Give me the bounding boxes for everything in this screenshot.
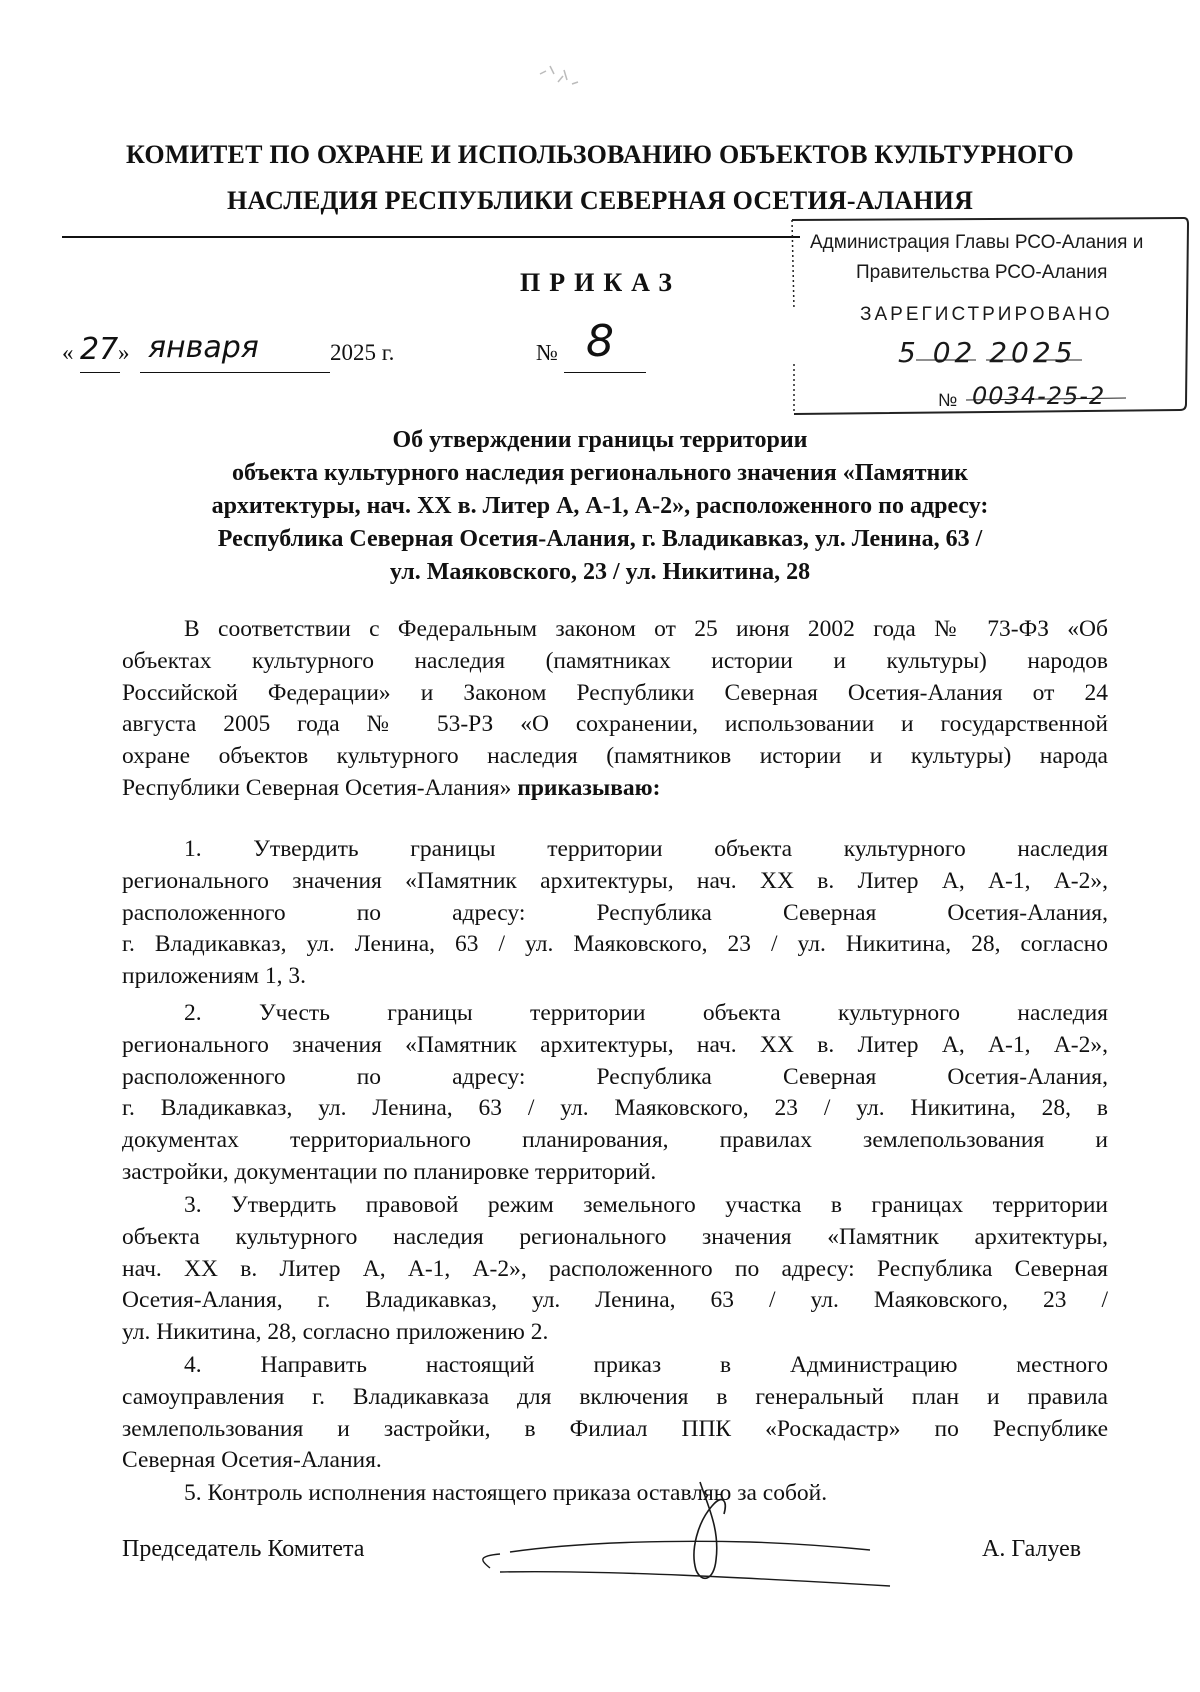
day-underline: [80, 372, 120, 373]
header-divider: [62, 236, 800, 238]
date-day: 27: [80, 332, 119, 367]
order-item-1: [122, 834, 1108, 993]
item-line: застройки, документации по планировке территорий.: [122, 1158, 657, 1185]
order-number-label: №: [536, 340, 558, 365]
document-type: ПРИКАЗ: [520, 268, 682, 297]
item-line: регионального значения «Памятник архитектуры, нач. XX в. Литер А, А-1, А-2»,: [122, 867, 1108, 894]
preamble-line: объектах культурного наследия (памятниках истории и культуры) народов: [122, 647, 1108, 674]
item-line: Осетия-Алания, г. Владикавказ, ул. Ленина, 63 / ул. Маяковского, 23 /: [122, 1287, 1108, 1314]
item-line: г. Владикавказ, ул. Ленина, 63 / ул. Маяковского, 23 / ул. Никитина, 28, в: [122, 1095, 1108, 1122]
item-line: 3. Утвердить правовой режим земельного участка в границах территории: [184, 1192, 1108, 1218]
item-line: 5. Контроль исполнения настоящего приказа оставляю за собой.: [184, 1480, 828, 1506]
preamble: [122, 614, 1108, 805]
order-item-2: [122, 998, 1108, 1189]
item-line: расположенного по адресу: Республика Северная Осетия-Алания,: [122, 899, 1108, 926]
item-line: г. Владикавказ, ул. Ленина, 63 / ул. Маяковского, 23 / ул. Никитина, 28, согласно: [122, 931, 1108, 958]
registration-stamp: [786, 214, 1190, 424]
preamble-line: В соответствии с Федеральным законом от 25 июня 2002 года № 73-ФЗ «Об: [184, 616, 1108, 642]
item-line: документах территориального планирования, правилах землепользования и: [122, 1127, 1108, 1154]
item-line: 1. Утвердить границы территории объекта культурного наследия: [184, 836, 1108, 862]
number-underline: [564, 372, 646, 373]
order-number: 8: [586, 316, 614, 367]
stamp-registration-number: 0034-25-2: [972, 382, 1106, 410]
org-title-line1: КОМИТЕТ ПО ОХРАНЕ И ИСПОЛЬЗОВАНИЮ ОБЪЕКТОВ КУЛЬТУРНОГО: [126, 140, 1074, 169]
date-quote-open: «: [62, 340, 74, 365]
date-year: 2025 г.: [330, 340, 395, 365]
stamp-status: ЗАРЕГИСТРИРОВАНО: [860, 304, 1113, 325]
preamble-line: августа 2005 года № 53-РЗ «О сохранении, использовании и государственной: [122, 711, 1108, 738]
signatory-position: Председатель Комитета: [122, 1536, 365, 1562]
subject-line: ул. Маяковского, 23 / ул. Никитина, 28: [389, 559, 811, 585]
signatory-name: А. Галуев: [982, 1536, 1082, 1562]
preamble-text: Республики Северная Осетия-Алания»: [122, 774, 512, 801]
order-item-3: [122, 1190, 1108, 1349]
item-line: самоуправления г. Владикавказа для включения в генеральный план и правила: [122, 1383, 1108, 1410]
item-line: 2. Учесть границы территории объекта культурного наследия: [184, 1000, 1108, 1026]
item-line: нач. XX в. Литер А, А-1, А-2», расположенного по адресу: Республика Северная: [122, 1255, 1108, 1282]
item-line: землепользования и застройки, в Филиал ППК «Роскадастр» по Республике: [122, 1415, 1108, 1442]
month-underline: [140, 372, 330, 373]
subject-line: Республика Северная Осетия-Алания, г. Владикавказ, ул. Ленина, 63 /: [217, 526, 983, 552]
document-subject: [140, 424, 1060, 589]
stamp-line1: Администрация Главы РСО-Алания и: [810, 232, 1144, 253]
preamble-last-line: [122, 773, 1108, 805]
stamp-date: 5 02 2025: [898, 336, 1077, 369]
handwritten-signature: [450, 1410, 950, 1610]
item-line: Северная Осетия-Алания.: [122, 1447, 382, 1474]
order-word: приказываю:: [517, 774, 661, 801]
item-line: расположенного по адресу: Республика Северная Осетия-Алания,: [122, 1063, 1108, 1090]
item-line: объекта культурного наследия регионального значения «Памятник архитектуры,: [122, 1223, 1108, 1250]
org-title-line2: НАСЛЕДИЯ РЕСПУБЛИКИ СЕВЕРНАЯ ОСЕТИЯ-АЛАНИЯ: [226, 186, 974, 215]
scan-mark: [520, 54, 610, 104]
stamp-number-label: №: [938, 390, 958, 410]
preamble-line: охране объектов культурного наследия (памятников истории и культуры) народа: [122, 743, 1108, 770]
item-line: 4. Направить настоящий приказ в Администрацию местного: [184, 1352, 1108, 1378]
date-month: января: [148, 330, 259, 365]
preamble-line: Российской Федерации» и Законом Республики Северная Осетия-Алания от 24: [122, 679, 1108, 706]
subject-line: Об утверждении границы территории: [392, 427, 808, 453]
stamp-line2: Правительства РСО-Алания: [856, 262, 1108, 283]
subject-line: архитектуры, нач. XX в. Литер А, А-1, А-2», расположенного по адресу:: [211, 493, 989, 519]
item-line: приложениям 1, 3.: [122, 963, 306, 990]
date-quote-close: »: [118, 340, 130, 365]
subject-line: объекта культурного наследия регионального значения «Памятник: [232, 460, 968, 486]
item-line: регионального значения «Памятник архитектуры, нач. XX в. Литер А, А-1, А-2»,: [122, 1031, 1108, 1058]
item-line: ул. Никитина, 28, согласно приложению 2.: [122, 1319, 549, 1346]
